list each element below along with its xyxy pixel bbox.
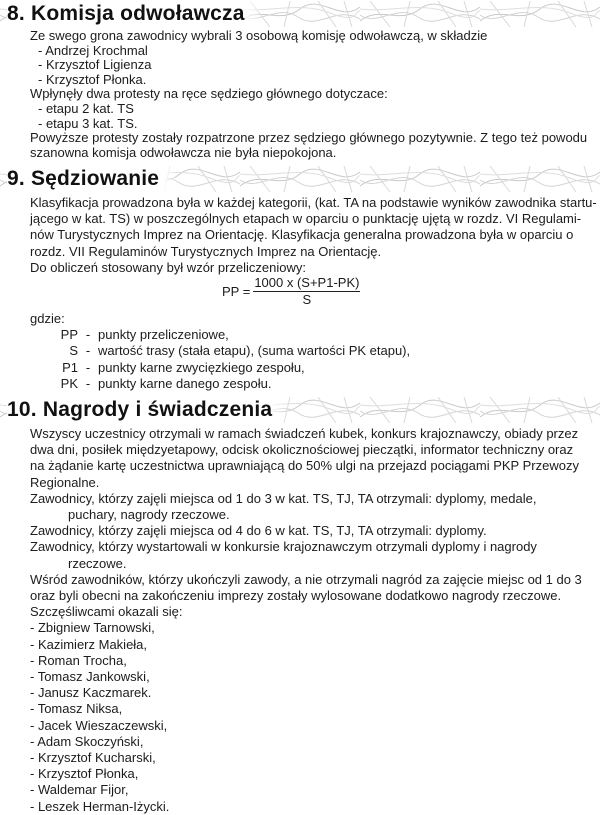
winner-item: - Janusz Kaczmarek. — [30, 685, 152, 701]
text-line: Zawodnicy, którzy zajęli miejsca od 1 do 3 w kat. TS, TJ, TA otrzymali: dyplomy, medale, — [30, 490, 537, 506]
where-label: gdzie: — [30, 311, 65, 326]
text-line: dwa dni, posiłek międzyetapowy, odcisk okolicznościowej pieczątki, informator techniczny oraz — [30, 442, 574, 458]
legend-symbol: S — [69, 343, 78, 359]
text-line: oraz byli obecni na zakończeniu imprezy zostały wylosowane dodatkowo nagrody rzeczowe. — [30, 588, 562, 604]
section-10-header — [0, 397, 600, 423]
text-line: Zawodnicy, którzy wystartowali w konkursie krajoznawczym otrzymali dyplomy i nagrody — [30, 539, 537, 555]
text-line: puchary, nagrody rzeczowe. — [68, 507, 230, 523]
legend-row — [30, 360, 410, 376]
committee-member: - Krzysztof Płonka. — [38, 71, 147, 87]
committee-member: - Andrzej Krochmal — [38, 42, 148, 58]
section-9-header — [0, 166, 600, 192]
legend-row — [30, 327, 410, 343]
formula-fraction — [253, 275, 360, 307]
protest-item: - etapu 2 kat. TS — [38, 100, 134, 116]
winner-item: - Krzysztof Kucharski, — [30, 750, 156, 766]
text-line: Powyższe protesty zostały rozpatrzone przez sędziego głównego pozytywnie. Z tego też powodu — [30, 130, 588, 146]
formula-legend — [30, 311, 410, 392]
legend-row — [30, 376, 410, 392]
section-9-body — [30, 195, 597, 276]
winner-item: - Leszek Herman-Iżycki. — [30, 798, 170, 814]
text-line: nów Turystycznych Imprez na Orientację. Klasyfikacja generalna prowadzona była w oparciu o — [30, 227, 574, 243]
legend-symbol: P1 — [62, 359, 78, 375]
legend-dash: - — [85, 375, 91, 391]
conversion-formula — [222, 275, 360, 307]
text-line: jącego w kat. TS) w poszczególnych etapach w oparciu o punktację ujętą w rozdz. VI Regulami- — [30, 211, 582, 227]
legend-dash: - — [85, 359, 91, 375]
section-title: 10. Nagrody i świadczenia — [7, 397, 290, 423]
winner-item: - Waldemar Fijor, — [30, 782, 129, 798]
formula-numerator: 1000 x (S+P1-PK) — [254, 275, 360, 290]
text-line: Wśród zawodników, którzy ukończyli zawody, a nie otrzymali nagród za zajęcie miejsc od 1 do 3 — [30, 571, 582, 587]
winner-item: - Adam Skoczyński, — [30, 733, 144, 749]
winner-item: - Tomasz Jankowski, — [30, 669, 150, 685]
legend-dash: - — [85, 327, 91, 343]
legend-text: wartość trasy (stała etapu), (suma wartości PK etapu), — [98, 343, 411, 359]
winner-item: - Krzysztof Płonka, — [30, 766, 139, 782]
committee-member: - Krzysztof Ligienza — [38, 57, 152, 73]
section-10-body — [30, 426, 582, 815]
legend-symbol: PP — [60, 327, 78, 343]
text-line: Szczęśliwcami okazali się: — [30, 604, 183, 620]
section-title: 8. Komisja odwoławcza — [7, 1, 263, 27]
text-line: na żądanie kartę uczestnictwa uprawniającą do 50% ulgi na przejazd pociągami PKP Przewozy — [30, 458, 579, 474]
text-line: Regionalne. — [30, 474, 100, 490]
section-8-body — [30, 29, 587, 160]
text-line: Wpłynęły dwa protesty na ręce sędziego głównego dotyczace: — [30, 86, 388, 102]
winner-item: - Jacek Wieszaczewski, — [30, 717, 168, 733]
text-line: Klasyfikacja prowadzona była w każdej kategorii, (kat. TA na podstawie wyników zawodnika startu- — [30, 195, 597, 210]
section-8-header — [0, 1, 600, 27]
text-line: Ze swego grona zawodnicy wybrali 3 osobową komisję odwoławczą, w składzie — [30, 28, 488, 43]
formula-denominator: S — [302, 292, 312, 307]
text-line: rzeczowe. — [68, 555, 127, 571]
legend-dash: - — [85, 343, 91, 359]
text-line: rozdz. VII Regulaminów Turystycznych Imprez na Orientację. — [30, 243, 382, 259]
protest-item: - etapu 3 kat. TS. — [38, 115, 138, 131]
formula-lhs: PP = — [222, 283, 251, 299]
legend-symbol: PK — [60, 375, 78, 391]
winner-item: - Kazimierz Makieła, — [30, 636, 148, 652]
text-line: szanowna komisja odwoławcza nie była niepokojona. — [30, 144, 337, 160]
winner-item: - Tomasz Niksa, — [30, 701, 123, 717]
text-line: Zawodnicy, którzy zajęli miejsca od 4 do 6 w kat. TS, TJ, TA otrzymali: dyplomy. — [30, 523, 487, 539]
legend-text: punkty karne zwycięzkiego zespołu, — [98, 359, 305, 375]
legend-row — [30, 343, 410, 359]
winner-item: - Zbigniew Tarnowski, — [30, 620, 155, 636]
legend-text: punkty karne danego zespołu. — [98, 375, 272, 391]
text-line: Do obliczeń stosowany był wzór przeliczeniowy: — [30, 259, 307, 275]
winner-item: - Roman Trocha, — [30, 652, 127, 668]
section-title: 9. Sędziowanie — [7, 166, 177, 192]
legend-text: punkty przeliczeniowe, — [98, 327, 229, 343]
text-line: Wszyscy uczestnicy otrzymali w ramach świadczeń kubek, konkurs krajoznawczy, obiady przez — [30, 426, 579, 441]
